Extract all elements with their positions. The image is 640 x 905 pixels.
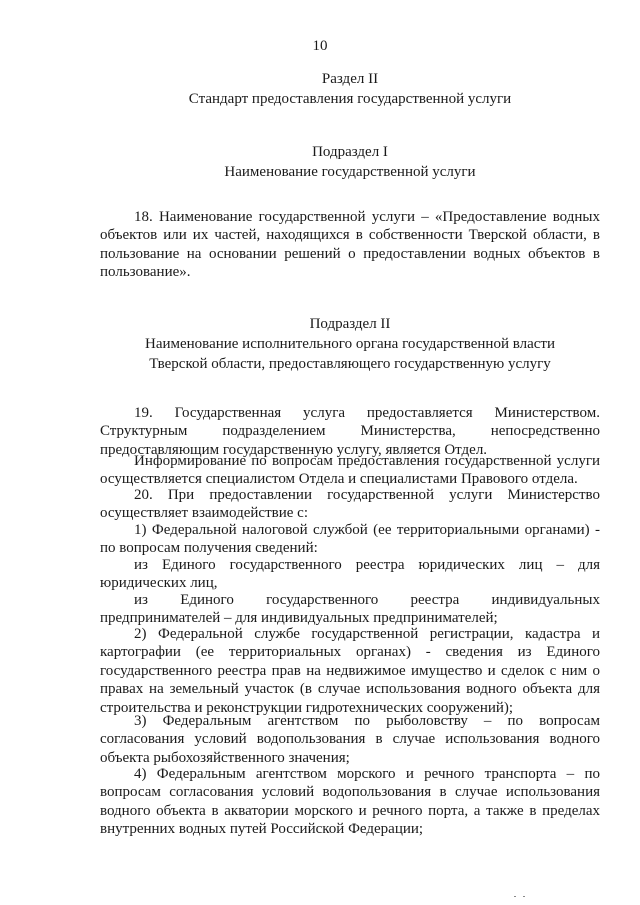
- section-heading: [60, 69, 640, 109]
- subsection-2-heading: [60, 314, 640, 374]
- item-1: 1) Федеральной налоговой службой (ее территориальными органами) - по вопросам получения сведений:: [100, 522, 600, 557]
- subsection-2-title-line-2: Тверской области, предоставляющего государственную услугу: [149, 356, 551, 372]
- subsection-1-heading: [60, 142, 640, 182]
- scan-speck-marks: [514, 884, 544, 886]
- subsection-2-title-line-1: Наименование исполнительного органа государственной власти: [144, 336, 556, 352]
- item-4: 4) Федеральным агентством морского и речного транспорта – по вопросам согласования условий водопользования в случае использования водного объекта в акватории морского и речного порта, а также в пределах внутренних водных путей Российской Федерации;: [100, 766, 600, 838]
- paragraph-informing: Информирование по вопросам предоставления государственной услуги осуществляется специалистом Отдела и специалистами Правового отдела.: [100, 453, 600, 488]
- item-2: 2) Федеральной службе государственной регистрации, кадастра и картографии (ее территориальных органах) - сведения из Единого государственного реестра прав на недвижимое имущество и сделок с ним о правах на земельный участок (в случае использования водного объекта для строительства и реконструкции гидротехнических сооружений);: [100, 626, 600, 716]
- paragraph-20: 20. При предоставлении государственной услуги Министерство осуществляет взаимодействие с:: [100, 487, 600, 522]
- paragraph-18: 18. Наименование государственной услуги – «Предоставление водных объектов или их частей, находящихся в собственности Тверской области, в пользование на основании решений о предоставлении водных объектов в пользование».: [100, 209, 600, 281]
- paragraph-19: 19. Государственная услуга предоставляется Министерством. Структурным подразделением Министерства, непосредственно предоставляющим государственную услугу, является Отдел.: [100, 405, 600, 458]
- subsection-1-label: Подраздел I: [312, 144, 388, 160]
- subsection-1-title: Наименование государственной услуги: [224, 164, 476, 180]
- page-number: 10: [312, 38, 328, 54]
- subsection-2-label: Подраздел II: [309, 316, 391, 332]
- item-3: 3) Федеральным агентством по рыболовству – по вопросам согласования условий водопользования в случае использования водного объекта рыбохозяйственного значения;: [100, 713, 600, 766]
- section-title: Стандарт предоставления государственной услуги: [188, 91, 512, 107]
- item-1-egrip: из Единого государственного реестра индивидуальных предпринимателей – для индивидуальных предпринимателей;: [100, 592, 600, 627]
- section-label: Раздел II: [321, 71, 379, 87]
- item-1-egrul: из Единого государственного реестра юридических лиц – для юридических лиц,: [100, 557, 600, 592]
